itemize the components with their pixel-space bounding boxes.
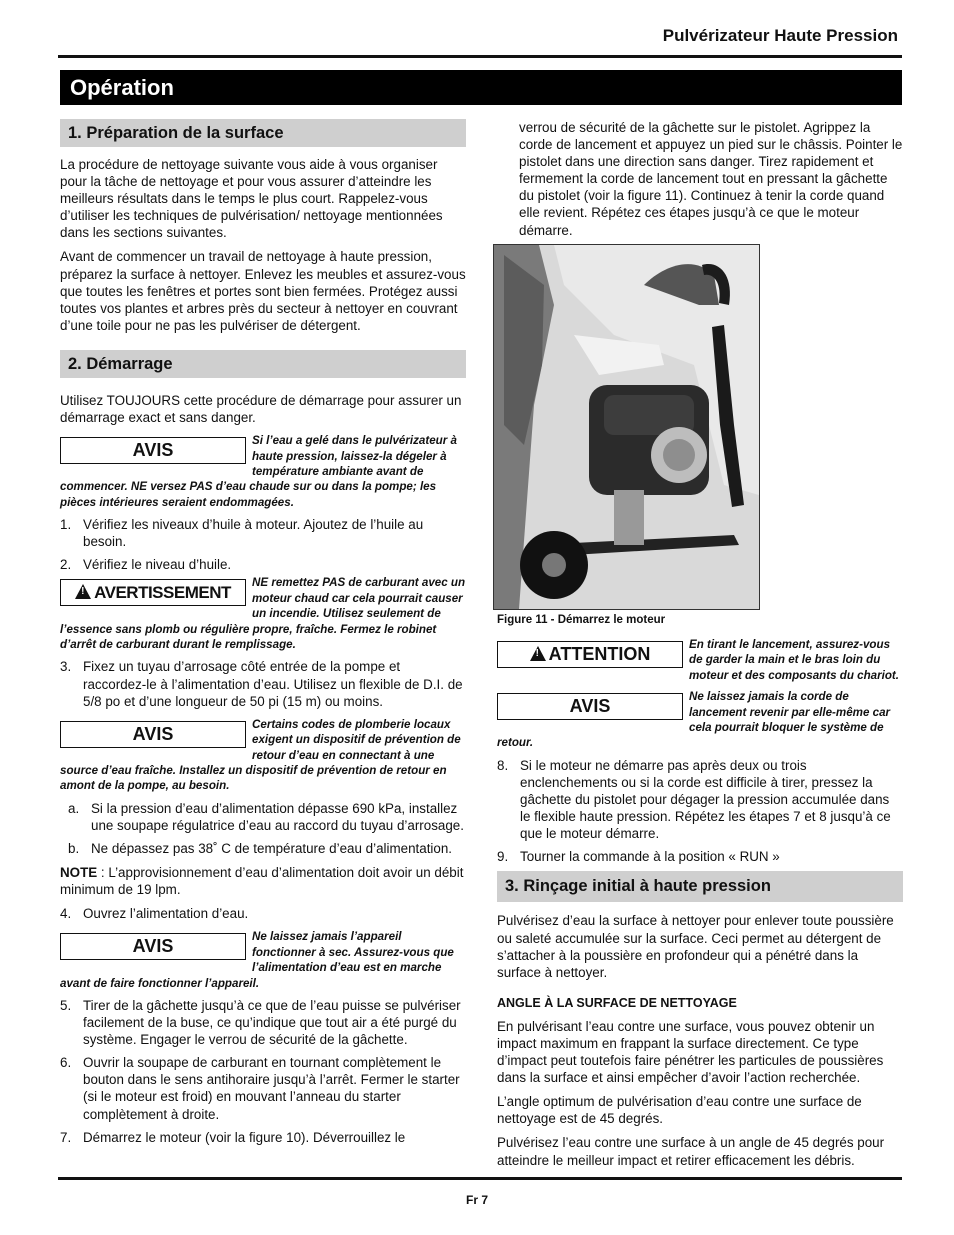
step-text: Tirer de la gâchette jusqu’à ce que de l’eau puisse se pulvériser facilement de la buse, ce qu’indique que tout air a été purgé du système. Engager le verrou de sécurité de la gâchette.: [83, 997, 461, 1048]
notice-avis: [497, 689, 903, 751]
step-text: Vérifiez les niveaux d’huile à moteur. Ajoutez de l’huile au besoin.: [83, 517, 424, 550]
list-item: [60, 658, 466, 709]
note-label: NOTE: [60, 865, 98, 881]
notice-text: Ne laissez jamais la corde de lancement revenir par elle-même car cela pourrait bloquer le système de retour.: [497, 690, 891, 750]
notice-avis: [60, 929, 466, 991]
step-text: Ne dépassez pas 38˚ C de température d’eau d’alimentation.: [91, 840, 453, 856]
avis-label: AVIS: [497, 693, 683, 720]
sub-heading-angle: ANGLE À LA SURFACE DE NETTOYAGE: [497, 995, 737, 1010]
list-item: [60, 997, 466, 1048]
paragraph: En pulvérisant l’eau contre une surface, vous pouvez obtenir un impact maximum en frappant la surface directement. Ce type d’impact peut toutefois faire pénétrer les particules de poussières dans la surface et ainsi empêcher d’avoir l’action recherchée.: [497, 1018, 884, 1086]
step-text: Ouvrez l’alimentation d’eau.: [83, 906, 249, 922]
step-number: 8.: [497, 757, 509, 773]
right-column: [497, 637, 903, 1176]
footer-rule: [58, 1177, 902, 1180]
step-number: 3.: [60, 659, 72, 675]
avertissement-label: !AVERTISSEMENT: [60, 579, 246, 606]
list-item: [60, 556, 466, 573]
paragraph: verrou de sécurité de la gâchette sur le pistolet. Agrippez la corde de lancement et appuyez un pied sur le châssis. Pointer le pistolet dans une direction sans danger. Tirez rapidement et fermement la corde de lancement tout en pressant la gâchette du pistolet (voir la figure 11). Continuez à tenir la corde quand elle revient. Répétez ces étapes jusqu’à ce que le moteur démarre.: [519, 120, 903, 238]
right-column-continuation: [519, 119, 903, 246]
paragraph: Pulvérisez l’eau contre une surface à un angle de 45 degrés pour atteindre le meilleur impact et retirer efficacement les débris.: [497, 1135, 885, 1168]
warning-triangle-icon: [75, 584, 91, 599]
step-number: 2.: [60, 557, 72, 573]
notice-avis: [60, 717, 466, 794]
step-text: Démarrez le moteur (voir la figure 10). Déverrouillez le: [83, 1129, 406, 1145]
step-number: 5.: [60, 997, 72, 1013]
document-header-title: Pulvérizateur Haute Pression: [662, 26, 898, 45]
list-item: [68, 800, 466, 834]
pressure-washer-photo-illustration: [494, 245, 759, 609]
left-column: [60, 119, 466, 1153]
paragraph: Avant de commencer un travail de nettoyage à haute pression, préparez la surface à nettoyer. Enlevez les meubles et assurez-vous que toutes les fenêtres et portes sont bien fermées. Protégez aussi toutes vos plantes et arbres près du secteur à nettoyer en couvrant d’une toile pour ne pas les pulvériser de détergent.: [60, 249, 466, 333]
paragraph: La procédure de nettoyage suivante vous aide à vous organiser pour la tâche de nettoyage et pour vous assurer d’atteindre les meilleurs résultats dans le temps le plus court. Rappelez-vous d’utiliser les techniques de pulvérisation/ nettoyage mentionnées dans les sections suivantes.: [60, 157, 443, 241]
note-text: : L’approvisionnement d’eau d’alimentation doit avoir un débit minimum de 19 lpm.: [60, 865, 464, 898]
notice-text: Certains codes de plomberie locaux exigent un dispositif de prévention de retour d’eau en connectant à une source d’eau fraîche. Installez un dispositif de prévention de retour en amont de la pompe, au besoin.: [60, 717, 461, 793]
step-number: 6.: [60, 1055, 72, 1071]
note-paragraph: [60, 864, 466, 898]
avis-label: AVIS: [60, 721, 246, 748]
step-text: Vérifiez le niveau d’huile.: [83, 557, 232, 573]
step-number: a.: [68, 800, 80, 816]
notice-text: Ne laissez jamais l’appareil fonctionner à sec. Assurez-vous que l’alimentation d’eau est en marche avant de faire fonctionner l’appareil.: [60, 930, 454, 990]
notice-avis: [60, 433, 466, 510]
section-heading-demarrage: 2. Démarrage: [60, 350, 466, 378]
section-banner: Opération: [60, 70, 902, 105]
list-item: [60, 516, 466, 550]
step-text: Si le moteur ne démarre pas après deux ou trois enclenchements ou si la corde est difficile à tirer, pressez la gâchette du pistolet pour dégager la pression accumulée dans le flexible haute pression. Répétez les étapes 7 et 8 jusqu’à ce que le moteur démarre.: [520, 757, 891, 842]
notice-text: NE remettez PAS de carburant avec un moteur chaud car cela pourrait causer un incendie. Utilisez seulement de l’essence sans plomb ou régulière propre, fraîche. Fermez le robinet d’arrêt de carburant durant le remplissage.: [60, 576, 466, 652]
attention-label: !ATTENTION: [497, 641, 683, 668]
step-list: [60, 905, 466, 922]
step-list: [497, 757, 903, 866]
paragraph: Pulvérisez d’eau la surface à nettoyer pour enlever toute poussière ou saleté accumulée sur la surface. Ceci permet au détergent de s’attacher à la poussière en profondeur qui a pénétré dans la surface à nettoyer.: [497, 913, 894, 980]
header-rule: [58, 55, 902, 58]
step-list: [60, 997, 466, 1146]
avis-label: AVIS: [60, 933, 246, 960]
list-item: [497, 848, 903, 865]
notice-attention: [497, 637, 903, 683]
step-number: 7.: [60, 1129, 72, 1145]
figure-caption: Figure 11 - Démarrez le moteur: [497, 614, 666, 626]
list-item: [60, 1129, 466, 1146]
sub-step-list: [68, 800, 466, 857]
section-heading-rincage: 3. Rinçage initial à haute pression: [497, 871, 903, 902]
step-number: 4.: [60, 906, 72, 922]
list-item: [60, 905, 466, 922]
section-heading-preparation: 1. Préparation de la surface: [60, 119, 466, 147]
warning-triangle-icon: [530, 646, 546, 661]
avis-label: AVIS: [60, 437, 246, 464]
step-list: [60, 658, 466, 709]
list-item: [60, 1054, 466, 1122]
list-item: [497, 757, 903, 842]
step-number: 1.: [60, 517, 72, 533]
step-text: Ouvrir la soupape de carburant en tournant complètement le bouton dans le sens antihoraire jusqu’à l’arrêt. Fermer le starter (si le moteur est froid) en mouvant l’anneau du starter complètement à droite.: [83, 1055, 460, 1122]
step-text: Fixez un tuyau d’arrosage côté entrée de la pompe et raccordez-le à l’alimentation d’eau. Utilisez un flexible de D.I. de 5/8 po et d’une longueur de 50 pi (15 m) ou moins.: [83, 659, 463, 709]
figure-11-photo: [493, 244, 760, 610]
page-number: Fr 7: [466, 1193, 489, 1207]
notice-avertissement: [60, 575, 466, 652]
notice-text: Si l’eau a gelé dans le pulvérizateur à haute pression, laissez-la dégeler à température ambiante avant de commencer. NE versez PAS d’eau chaude sur ou dans la pompe; les pièces intérieures seraient endommagées.: [60, 434, 457, 509]
step-number: 9.: [497, 849, 509, 865]
step-text: Si la pression d’eau d’alimentation dépasse 690 kPa, installez une soupape régulatrice d’eau au raccord du tuyau d’arrosage.: [91, 800, 464, 833]
notice-text: En tirant le lancement, assurez-vous de garder la main et le bras loin du moteur et des composants du chariot.: [689, 638, 900, 682]
step-list: [60, 516, 466, 573]
paragraph: Utilisez TOUJOURS cette procédure de démarrage pour assurer un démarrage exact et sans danger.: [60, 392, 462, 426]
step-number: b.: [68, 840, 80, 856]
list-item: [68, 840, 466, 857]
paragraph: L’angle optimum de pulvérisation d’eau contre une surface de nettoyage est de 45 degrés.: [497, 1094, 862, 1127]
step-text: Tourner la commande à la position « RUN »: [520, 849, 780, 865]
